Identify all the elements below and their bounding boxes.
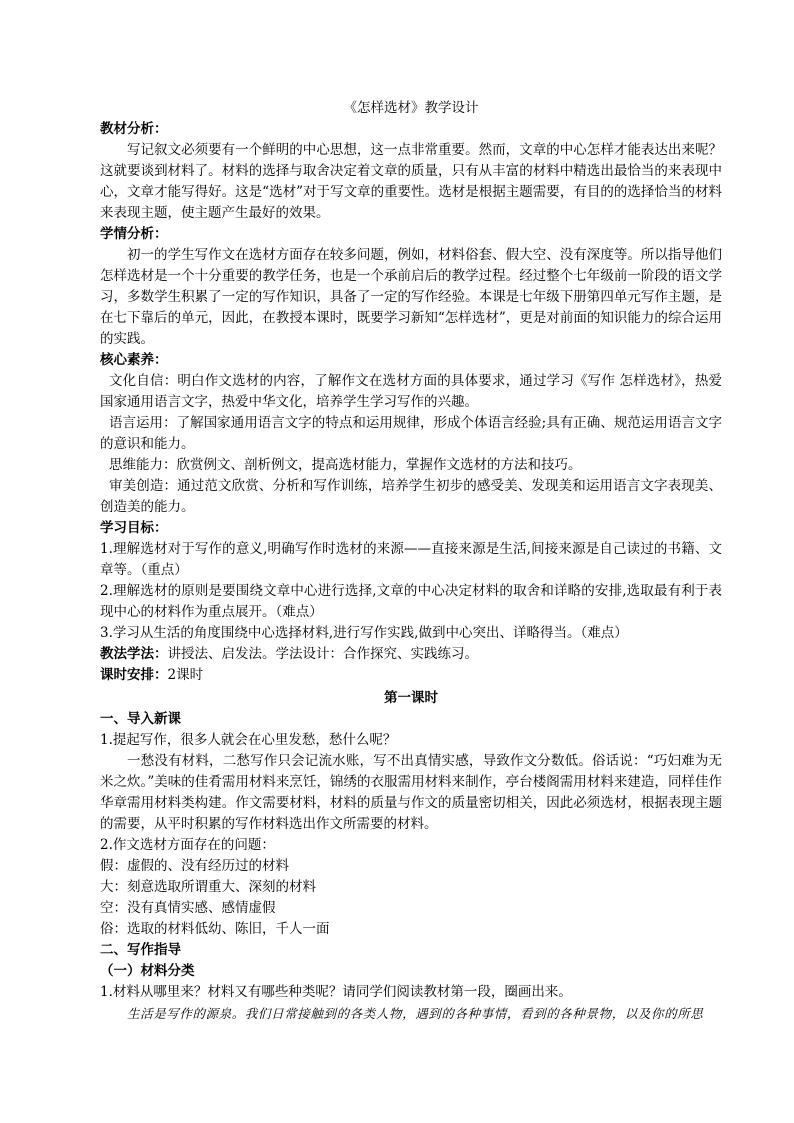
paragraph-jiaocai: 写记叙文必须要有一个鲜明的中心思想，这一点非常重要。然而，文章的中心怎样才能表达出来呢？这就要谈到材料了。材料的选择与取舍决定着文章的质量，只有从丰富的材料中精选出最恰当的来表现中心，文章才能写得好。这是“选材”对于写文章的重要性。选材是根据主题需要，有目的的选择恰当的材料来表现主题，使主题产生最好的效果。 bbox=[100, 142, 722, 221]
part2-subheading: （一）材料分类 bbox=[100, 963, 195, 979]
part2-heading: 二、写作指导 bbox=[100, 942, 181, 958]
suyang-item-culture: 文化自信：明白作文选材的内容，了解作文在选材方面的具体要求，通过学习《写作 怎样选材》，热爱国家通用语言文字，热爱中华文化，培养学生学习写作的兴趣。 bbox=[100, 373, 722, 410]
document-page bbox=[100, 98, 722, 1024]
schedule-line bbox=[100, 665, 722, 686]
schedule-text: 2课时 bbox=[167, 667, 204, 683]
part1-question-2: 2.作文选材方面存在的问题： bbox=[100, 837, 275, 853]
goal-item-2: 2.理解选材的原则是要围绕文章中心进行选择,文章的中心决定材料的取舍和详略的安排,选取最有利于表现中心的材料作为重点展开。（难点） bbox=[100, 583, 722, 620]
suyang-item-language: 语言运用：了解国家通用语言文字的特点和运用规律，形成个体语言经验;具有正确、规范运用语言文字的意识和能力。 bbox=[100, 415, 722, 452]
method-text: 讲授法、启发法。学法设计：合作探究、实践练习。 bbox=[167, 646, 478, 662]
problem-item-vulgar: 俗：选取的材料低幼、陈旧，千人一面 bbox=[100, 921, 330, 937]
schedule-label: 课时安排： bbox=[100, 667, 168, 683]
method-label: 教法学法： bbox=[100, 646, 168, 662]
goal-item-3: 3.学习从生活的角度围绕中心选择材料,进行写作实践,做到中心突出、详略得当。（难点） bbox=[100, 625, 628, 641]
section-heading-suyang: 核心素养： bbox=[100, 352, 168, 368]
section-heading-xueqing: 学情分析： bbox=[100, 226, 168, 242]
textbook-quote: 生活是写作的源泉。我们日常接触到的各类人物，遇到的各种事情，看到的各种景物，以及你的所思 bbox=[127, 1006, 704, 1021]
part1-heading: 一、导入新课 bbox=[100, 711, 181, 727]
method-line bbox=[100, 644, 722, 665]
goal-item-1: 1.理解选材对于写作的意义,明确写作时选材的来源——直接来源是生活,间接来源是自己读过的书籍、文章等。（重点） bbox=[100, 541, 722, 578]
section-heading-jiaocai: 教材分析： bbox=[100, 121, 168, 137]
document-title: 《怎样选材》教学设计 bbox=[343, 100, 479, 116]
problem-item-big: 大：刻意选取所谓重大、深刻的材料 bbox=[100, 879, 316, 895]
part2-question-1: 1.材料从哪里来？材料又有哪些种类呢？请同学们阅读教材第一段，圈画出来。 bbox=[100, 984, 572, 1000]
lesson-heading: 第一课时 bbox=[384, 690, 438, 706]
problem-item-empty: 空：没有真情实感、感情虚假 bbox=[100, 900, 276, 916]
section-heading-mubiao: 学习目标： bbox=[100, 520, 168, 536]
problem-item-fake: 假：虚假的、没有经历过的材料 bbox=[100, 858, 289, 874]
part1-question-1: 1.提起写作，很多人就会在心里发愁，愁什么呢？ bbox=[100, 732, 397, 748]
suyang-item-thinking: 思维能力：欣赏例文、剖析例文，提高选材能力，掌握作文选材的方法和技巧。 bbox=[109, 457, 582, 473]
suyang-item-aesthetic: 审美创造：通过范文欣赏、分析和写作训练，培养学生初步的感受美、发现美和运用语言文字表现美、创造美的能力。 bbox=[100, 478, 722, 515]
part1-paragraph: 一愁没有材料，二愁写作只会记流水账，写不出真情实感，导致作文分数低。俗话说：“巧妇难为无米之炊。”美味的佳肴需用材料来烹饪，锦绣的衣服需用材料来制作，亭台楼阁需用材料来建造，同样佳作华章需用材料类构建。作文需要材料，材料的质量与作文的质量密切相关，因此必须选材，根据表现主题的需要，从平时积累的写作材料选出作文所需要的材料。 bbox=[100, 753, 722, 832]
paragraph-xueqing: 初一的学生写作文在选材方面存在较多问题，例如，材料俗套、假大空、没有深度等。所以指导他们怎样选材是一个十分重要的教学任务，也是一个承前启后的教学过程。经过整个七年级前一阶段的语文学习，多数学生积累了一定的写作知识，具备了一定的写作经验。本课是七年级下册第四单元写作主题，是在七下靠后的单元，因此，在教授本课时，既要学习新知“怎样选材”，更是对前面的知识能力的综合运用的实践。 bbox=[100, 247, 722, 347]
